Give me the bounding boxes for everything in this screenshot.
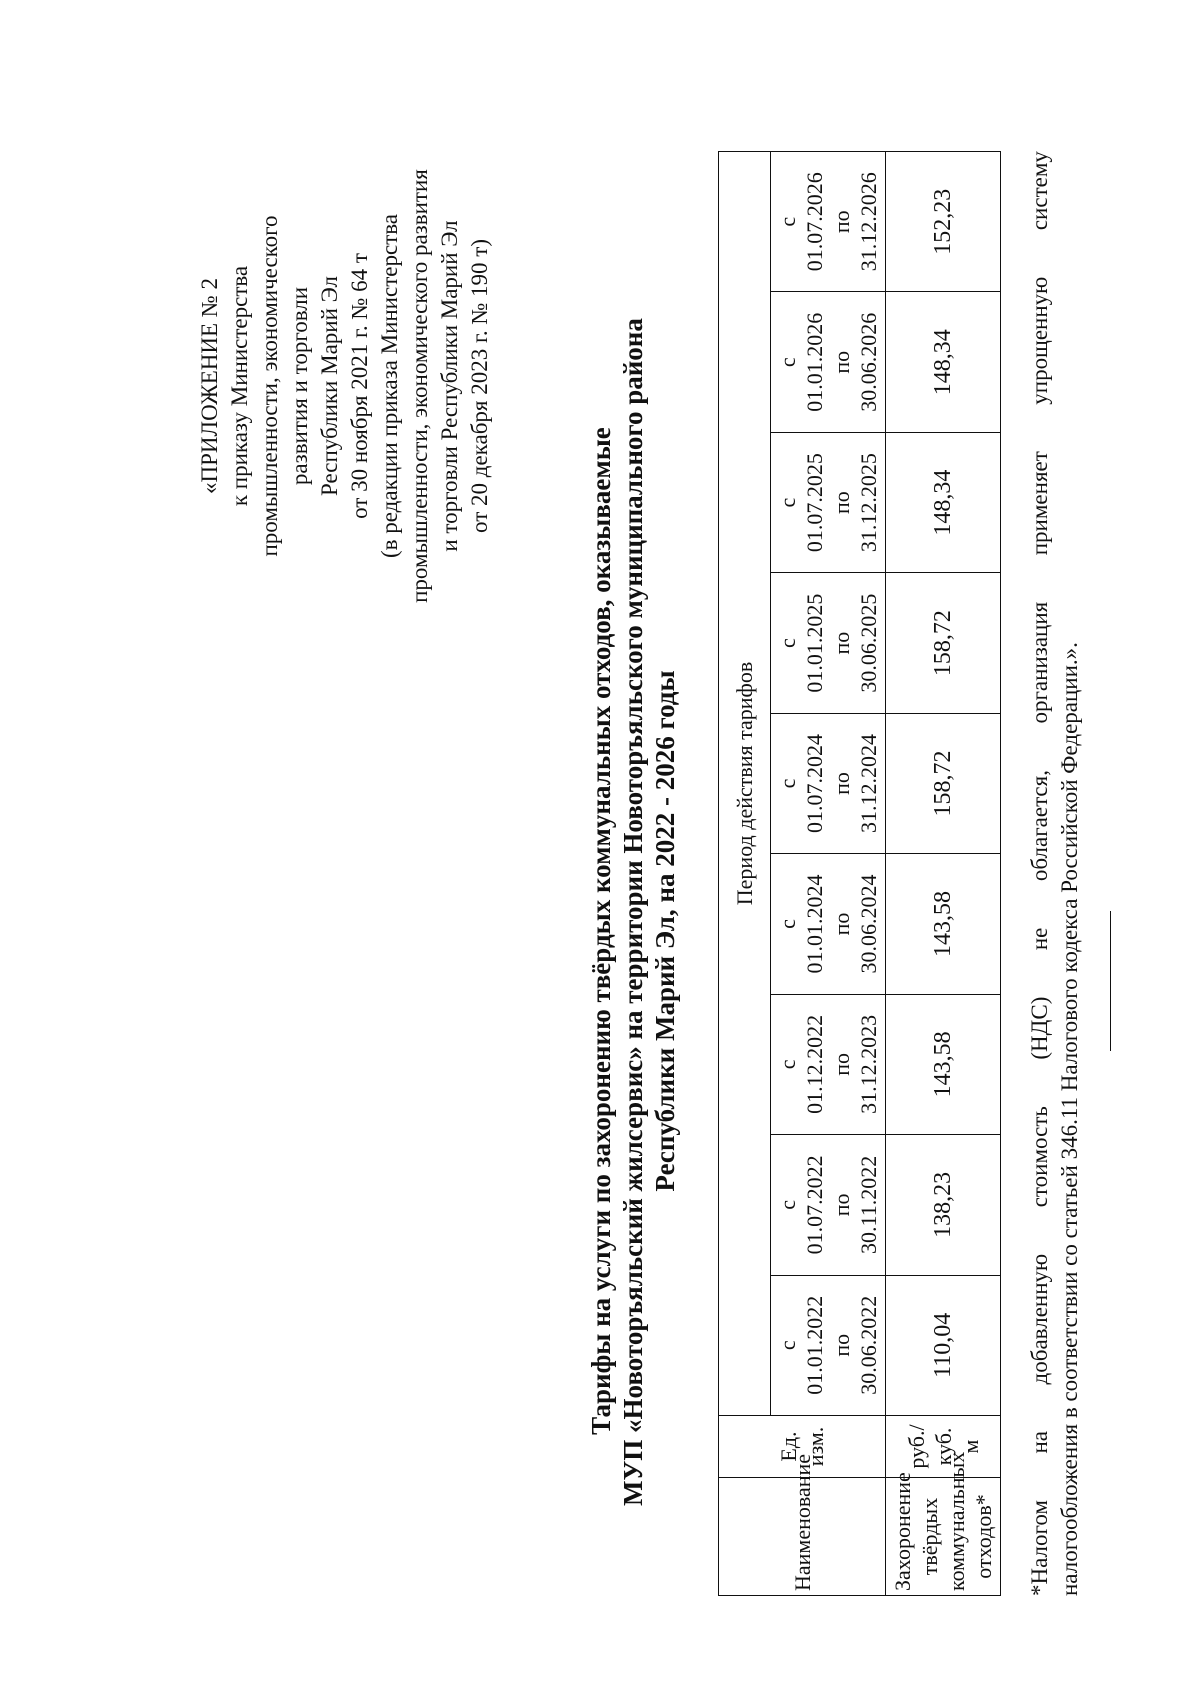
period-from-date: 01.01.2022 [802, 1295, 827, 1395]
period-from-word: с [775, 1059, 800, 1070]
period-from-date: 01.07.2025 [802, 453, 827, 553]
period-to-date: 31.12.2024 [856, 734, 881, 834]
title-line: Республики Марий Эл, на 2022 - 2026 годы [650, 670, 680, 1192]
period-to-date: 31.12.2026 [856, 172, 881, 272]
footnote [1025, 151, 1085, 1596]
period-from-word: с [775, 1199, 800, 1210]
footnote-word: организация [1027, 601, 1052, 724]
appendix-line: от 30 ноября 2021 г. № 64 т [347, 253, 372, 519]
period-from-word: с [775, 638, 800, 648]
tariff-value-cell: 143,58 [886, 854, 1001, 994]
period-to-date: 31.12.2025 [856, 453, 881, 553]
header-unit-line: Ед. [776, 1431, 801, 1462]
period-to-date: 30.06.2026 [856, 312, 881, 412]
period-from-date: 01.01.2025 [802, 593, 827, 693]
footnote-word: облагается, [1027, 770, 1052, 882]
period-to-date: 30.06.2025 [856, 593, 881, 693]
period-header-cell [771, 573, 886, 713]
period-from-date: 01.12.2022 [802, 1014, 827, 1114]
tariff-table [718, 151, 1001, 1596]
title-line: Тарифы на услуги по захоронению твёрдых коммунальных отходов, оказываемые [586, 427, 616, 1435]
period-header-cell [771, 292, 886, 432]
footnote-word: упрощенную [1027, 276, 1052, 405]
row-name-line: отходов* [971, 1494, 996, 1579]
footnote-word: (НДС) [1027, 996, 1052, 1060]
appendix-line: (в редакции приказа Министерства [377, 214, 402, 559]
tariff-value-cell: 110,04 [886, 1275, 1001, 1415]
period-from-date: 01.01.2026 [802, 312, 827, 412]
period-to-word: по [829, 772, 854, 795]
appendix-line: промышленности, экономического развития [407, 169, 432, 603]
period-to-word: по [829, 912, 854, 936]
period-from-date: 01.01.2024 [802, 874, 827, 974]
row-unit-cell [886, 1416, 1001, 1478]
footnote-word: на [1027, 1430, 1052, 1454]
footnote-word: добавленную [1027, 1253, 1052, 1385]
row-name-line: Захоронение [890, 1472, 915, 1591]
row-unit-line: руб./ [903, 1424, 929, 1469]
period-to-date: 30.06.2024 [856, 874, 881, 974]
tariff-value-cell: 158,72 [886, 713, 1001, 853]
period-header-cell [771, 152, 886, 293]
appendix-line: от 20 декабря 2023 г. № 190 т) [467, 239, 492, 533]
header-period-cell: Период действия тарифов [719, 152, 771, 1416]
footnote-line-1 [1025, 151, 1055, 1596]
period-header-cell [771, 432, 886, 572]
appendix-line: промышленности, экономического [257, 215, 282, 557]
period-header-cell [771, 713, 886, 853]
appendix-header [195, 106, 495, 666]
period-to-date: 30.06.2022 [856, 1295, 881, 1395]
period-from-word: с [775, 357, 800, 368]
table-row [886, 152, 1001, 1596]
tariff-value-cell: 148,34 [886, 432, 1001, 572]
period-header-cell [771, 1135, 886, 1275]
period-from-word: с [775, 497, 800, 508]
footnote-line-2: налогообложения в соответствии со статьей 346.11 Налогового кодекса Российской Федерации.». [1057, 642, 1082, 1596]
period-to-word: по [829, 1333, 854, 1357]
period-to-date: 30.11.2022 [856, 1155, 881, 1254]
period-to-word: по [829, 1193, 854, 1217]
period-to-word: по [829, 210, 854, 234]
appendix-line: «ПРИЛОЖЕНИЕ № 2 [197, 277, 222, 495]
row-name-line: твёрдых [917, 1497, 942, 1576]
document-title [585, 318, 681, 1506]
tariff-value-cell: 158,72 [886, 573, 1001, 713]
footnote-word: применяет [1027, 451, 1052, 556]
tariff-value-cell: 152,23 [886, 152, 1001, 293]
footnote-word: стоимость [1027, 1106, 1052, 1208]
period-header-cell [771, 1275, 886, 1415]
row-name-line: коммунальных [944, 1451, 969, 1591]
appendix-line: Республики Марий Эл [317, 275, 342, 497]
closing-rule [1110, 911, 1111, 1051]
tariff-value-cell: 143,58 [886, 994, 1001, 1134]
period-to-word: по [829, 491, 854, 515]
period-from-date: 01.07.2024 [802, 734, 827, 834]
period-header-cell [771, 854, 886, 994]
period-from-word: с [775, 1340, 800, 1351]
header-name-cell: Наименование [719, 1478, 886, 1596]
period-from-word: с [775, 778, 800, 789]
period-from-word: с [775, 919, 800, 929]
appendix-line: к приказу Министерства [227, 265, 252, 507]
period-to-date: 31.12.2023 [856, 1014, 881, 1114]
period-header-cell [771, 994, 886, 1134]
appendix-line: и торговли Республики Марий Эл [437, 220, 462, 552]
period-to-word: по [829, 1053, 854, 1076]
tariff-value-cell: 138,23 [886, 1135, 1001, 1275]
title-line: МУП «Новоторъяльский жилсервис» на территории Новоторъяльского муниципального района [618, 318, 648, 1506]
period-from-word: с [775, 216, 800, 227]
footnote-word: не [1027, 927, 1052, 951]
footnote-word: систему [1027, 151, 1052, 231]
period-from-date: 01.07.2026 [802, 172, 827, 272]
footnote-word: *Налогом [1027, 1500, 1052, 1596]
row-unit-line: куб. м [930, 1427, 983, 1466]
period-from-date: 01.07.2022 [802, 1155, 827, 1255]
header-unit-line: изм. [803, 1426, 828, 1467]
appendix-line: развития и торговли [287, 286, 312, 486]
tariff-value-cell: 148,34 [886, 292, 1001, 432]
period-to-word: по [829, 631, 854, 655]
period-to-word: по [829, 350, 854, 374]
row-name-cell [886, 1451, 1001, 1596]
